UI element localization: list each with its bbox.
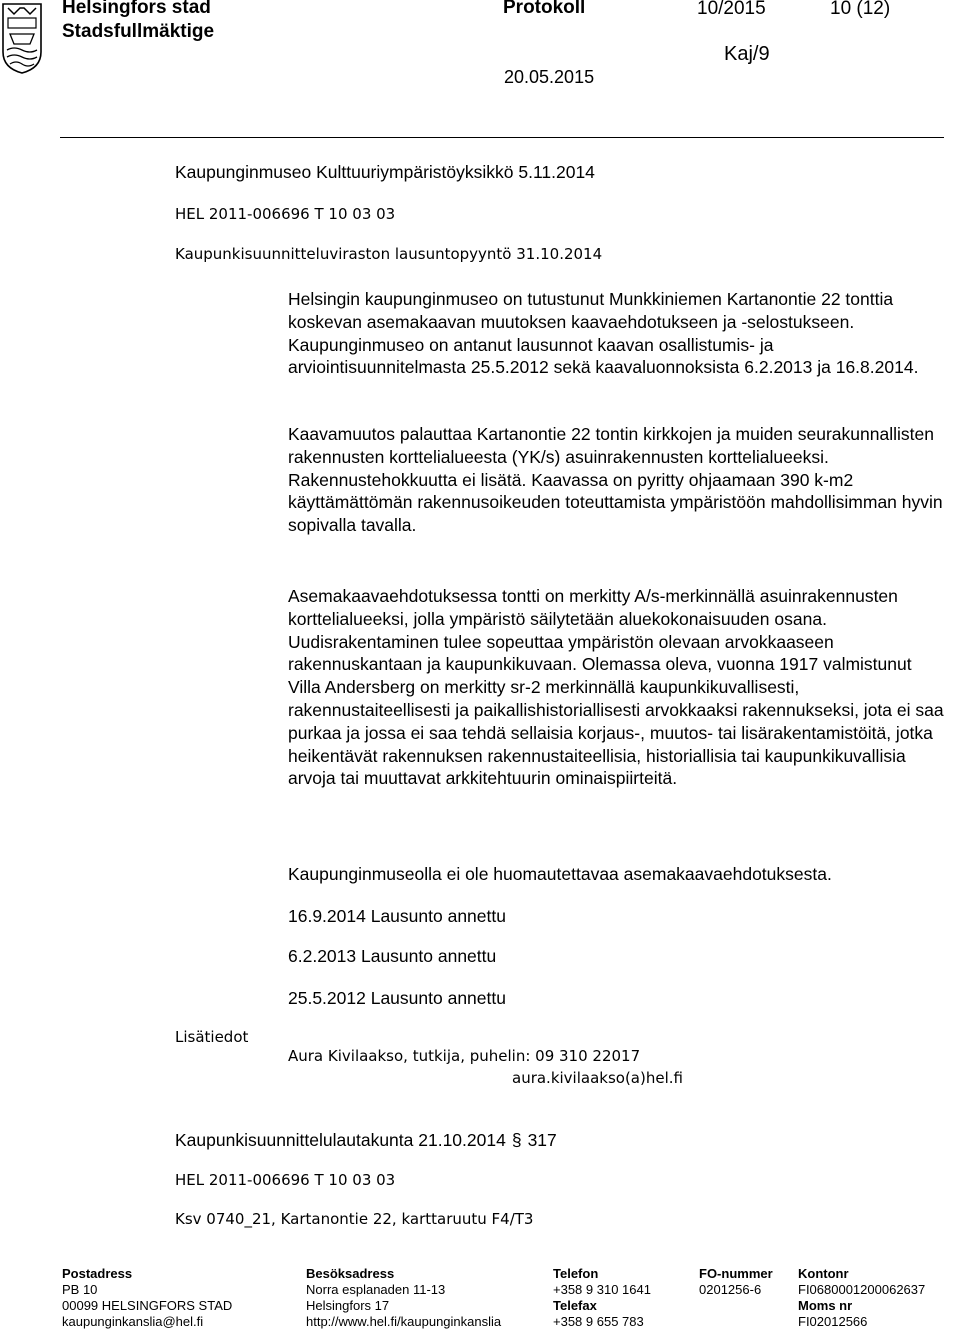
footer-telefon-value: +358 9 310 1641 bbox=[553, 1282, 651, 1297]
org-name: Helsingfors stad bbox=[62, 0, 211, 18]
footer-telefax-label: Telefax bbox=[553, 1298, 597, 1313]
dated-statement: 25.5.2012 Lausunto annettu bbox=[288, 988, 506, 1008]
paragraph-plan-proposal: Asemakaavaehdotuksessa tontti on merkitty A/s-merkinnällä asuinrakennusten korttelialueeksi, jolla ympäristö säilytetään aluekokonaisuuden osana. Uudisrakentaminen tulee sopeuttaa ympäristön olevaan arvokkaaseen rakennuskantaan ja kaupunkikuvaan. Olemassa oleva, vuonna 1917 valmistunut Villa Andersberg on merkitty sr-2 merkinnällä kaupunkikuvallisesti, rakennustaiteellisesti ja paikallishistoriallisesti arvokkaaksi rakennukseksi, jota ei saa purkaa ja jossa ei saa tehdä sellaisia korjaus-, muutos- tai lisärakentamistöitä, jotka heikentävät rakennuksen rakennustaiteellisia, historiallisia tai kaupunkikuvallisia arvoja tai muuttavat arkkitehtuurin ominaispiirteitä. bbox=[288, 586, 944, 789]
header-rule bbox=[60, 137, 944, 138]
statement-heading: Kaupunginmuseo Kulttuuriympäristöyksikkö 5.11.2014 bbox=[175, 162, 595, 182]
footer-moms-value: FI02012566 bbox=[798, 1314, 868, 1329]
paragraph-conclusion: Kaupunginmuseolla ei ole huomautettavaa asemakaavaehdotuksesta. bbox=[288, 864, 832, 884]
info-label: Lisätiedot bbox=[175, 1028, 249, 1046]
contact-line: Aura Kivilaakso, tutkija, puhelin: 09 310 22017 bbox=[288, 1047, 641, 1065]
paragraph-plan-change: Kaavamuutos palauttaa Kartanontie 22 tontin kirkkojen ja muiden seurakunnallisten rakennusten korttelialueesta (YK/s) asuinrakennusten korttelialueeksi. Rakennustehokkuutta ei lisätä. Kaavassa on pyritty ohjaamaan 390 k-m2 käyttämättömän rakennusoikeuden toteuttamista ympäristöön mahdollisimman hyvin sopivalla tavalla. bbox=[288, 424, 943, 536]
meeting-date: 20.05.2015 bbox=[504, 67, 595, 87]
footer-fo-value: 0201256-6 bbox=[699, 1282, 762, 1297]
footer-kontonr-value: FI0680001200062637 bbox=[798, 1282, 926, 1297]
doc-type: Protokoll bbox=[503, 0, 586, 18]
footer-postadress-line: PB 10 bbox=[62, 1282, 98, 1297]
contact-email[interactable]: aura.kivilaakso(a)hel.fi bbox=[512, 1069, 683, 1087]
board-heading-text: Kaupunkisuunnittelulautakunta 21.10.2014 bbox=[175, 1130, 506, 1150]
footer-website-link[interactable]: http://www.hel.fi/kaupunginkanslia bbox=[306, 1314, 502, 1329]
footer-postadress-label: Postadress bbox=[62, 1266, 133, 1281]
footer-telefon-label: Telefon bbox=[553, 1266, 599, 1281]
issue-number: 10/2015 bbox=[697, 0, 766, 19]
footer-moms-label: Moms nr bbox=[798, 1298, 853, 1313]
footer-besoksadress-line: Helsingfors 17 bbox=[306, 1298, 390, 1313]
footer-telefax-value: +358 9 655 783 bbox=[553, 1314, 644, 1329]
footer-email-link[interactable]: kaupunginkanslia@hel.fi bbox=[62, 1314, 204, 1329]
dated-statement: 6.2.2013 Lausunto annettu bbox=[288, 946, 497, 966]
board-section-number: 317 bbox=[527, 1130, 557, 1150]
footer-kontonr-label: Kontonr bbox=[798, 1266, 849, 1281]
footer-postadress-line: 00099 HELSINGFORS STAD bbox=[62, 1298, 233, 1313]
statement-request: Kaupunkisuunnitteluviraston lausuntopyyntö 31.10.2014 bbox=[175, 245, 603, 263]
footer-besoksadress-label: Besöksadress bbox=[306, 1266, 395, 1281]
helsinki-crest-logo bbox=[0, 0, 44, 74]
case-number: Kaj/9 bbox=[724, 43, 770, 65]
footer-besoksadress-line: Norra esplanaden 11-13 bbox=[306, 1282, 446, 1297]
statement-reference: HEL 2011-006696 T 10 03 03 bbox=[175, 205, 396, 223]
dated-statement: 16.9.2014 Lausunto annettu bbox=[288, 906, 506, 926]
paragraph-museum-review: Helsingin kaupunginmuseo on tutustunut Munkkiniemen Kartanontie 22 tonttia koskevan asemakaavan muutoksen kaavaehdotukseen ja -selostukseen. Kaupunginmuseo on antanut lausunnot kaavan osallistumis- ja arviointisuunnitelmasta 25.5.2012 sekä kaavaluonnoksista 6.2.2013 ja 16.8.2014. bbox=[288, 289, 919, 378]
org-council: Stadsfullmäktige bbox=[62, 21, 215, 42]
page-number: 10 (12) bbox=[830, 0, 891, 19]
footer-fo-label: FO-nummer bbox=[699, 1266, 773, 1281]
board-heading bbox=[175, 1130, 557, 1151]
board-reference: HEL 2011-006696 T 10 03 03 bbox=[175, 1171, 396, 1189]
board-attachment: Ksv 0740_21, Kartanontie 22, karttaruutu F4/T3 bbox=[175, 1210, 534, 1228]
section-sign: § bbox=[511, 1130, 522, 1150]
